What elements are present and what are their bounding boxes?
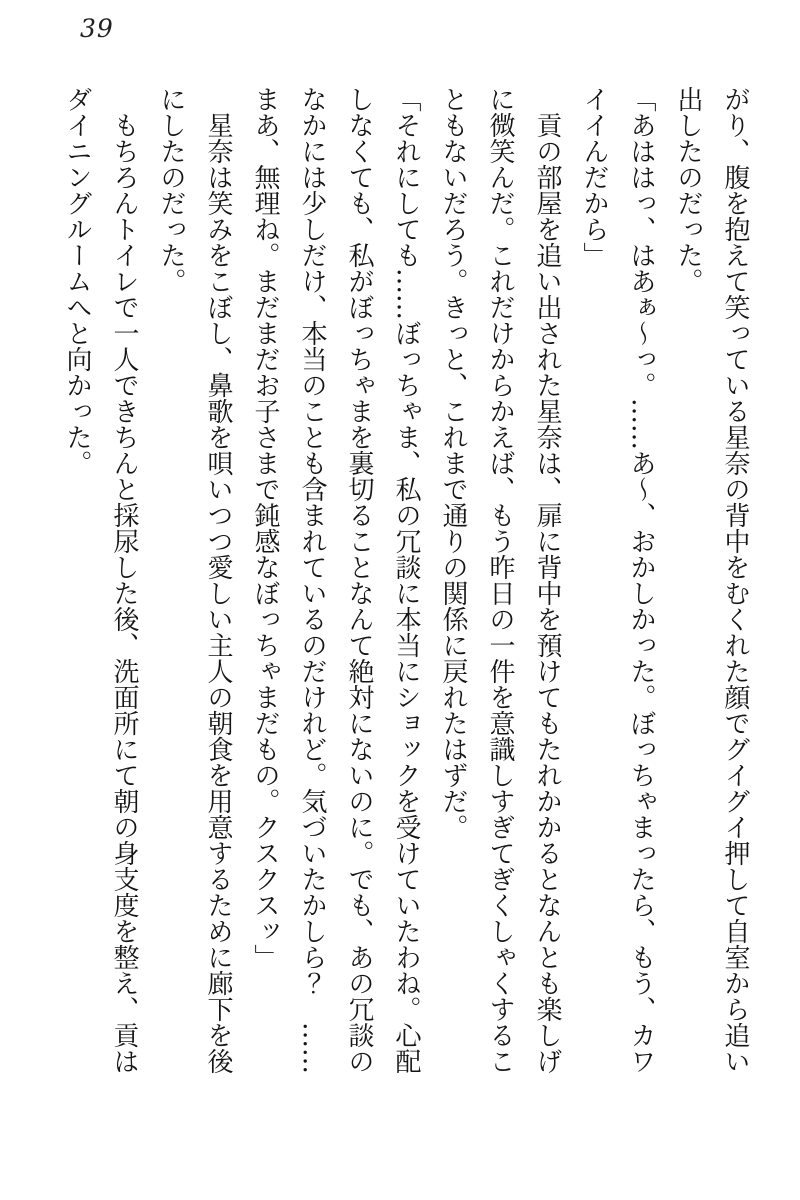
paragraph-narration-sena-leaves: 星奈は笑みをこぼし、鼻歌を唄いつつ愛しい主人の朝食を用意するために廊下を後にしたのだった。	[156, 86, 233, 1074]
page-text	[53, 86, 758, 1076]
paragraph-dialogue-laugh: 「あははっ、はあぁ～っ。……あ～、おかしかった。ぼっちゃまったら、もう、カワイイんだから」	[579, 86, 656, 1074]
page-number: 39	[80, 14, 114, 43]
paragraph-continuation: がり、腹を抱えて笑っている星奈の背中をむくれた顔でグイグイ押して自室から追い出したのだった。	[673, 86, 750, 1074]
paragraph-narration-mitsugu-morning: もちろんトイレで一人できちんと採尿した後、洗面所にて朝の身支度を整え、貢はダイニングルームへと向かった。	[62, 86, 139, 1074]
paragraph-dialogue-joke: 「それにしても……ぼっちゃま、私の冗談に本当にショックを受けていたわね。心配しなくても、私がぼっちゃまを裏切ることなんて絶対にないのに。でも、あの冗談のなかには少しだけ、本当のことも含まれているのだけれど。気づいたかしら？ ……まあ、無理ね。まだまだお子さまで鈍感なぼっちゃまだもの。クスクスッ」	[250, 86, 421, 1074]
paragraph-narration-sena-smile: 貢の部屋を追い出された星奈は、扉に背中を預けてもたれかかるとなんとも楽しげに微笑んだ。これだけからかえば、もう昨日の一件を意識しすぎてぎくしゃくすることもないだろう。きっと、これまで通りの関係に戻れたはずだ。	[438, 86, 562, 1074]
